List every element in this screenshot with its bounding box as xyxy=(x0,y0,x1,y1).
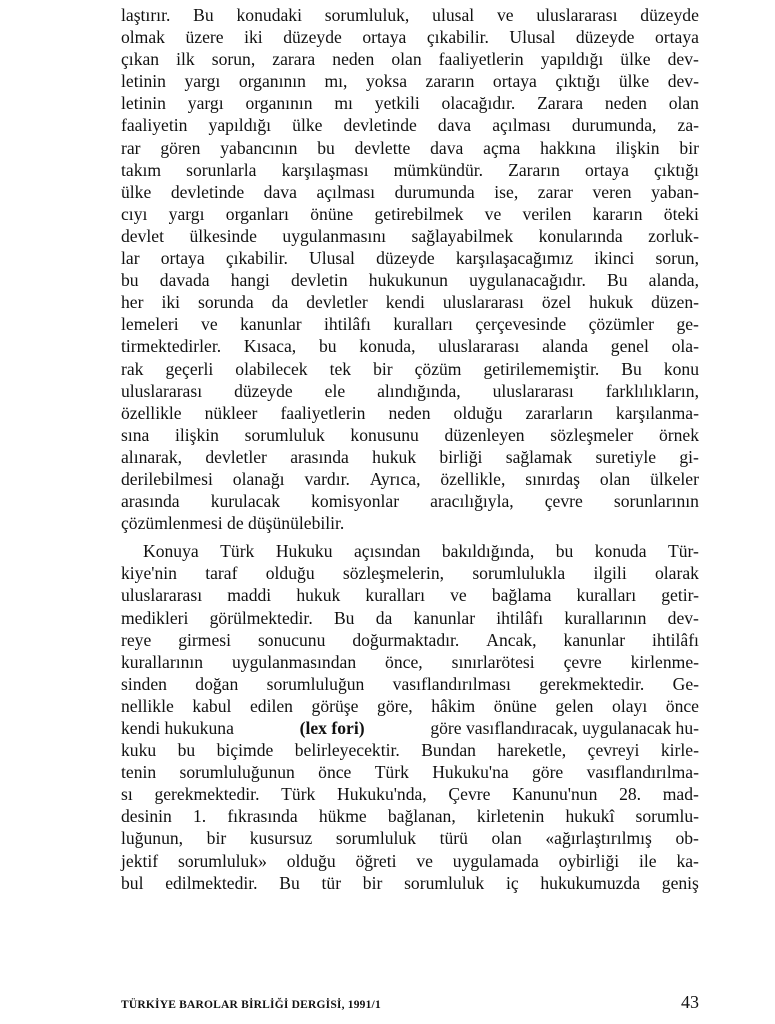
text-line: çözümlenmesi de düşünülebilir. xyxy=(121,513,345,534)
text-line: kiye'nin taraf olduğu sözleşmelerin, sorumlulukla ilgili olarak xyxy=(121,563,699,584)
text-line: alınarak, devletler arasında hukuk birliği sağlamak suretiyle gi- xyxy=(121,446,699,467)
text-line: ülke devletinde dava açılması durumunda ise, zarar veren yaban- xyxy=(121,181,699,202)
text-line: kuku bu biçimde belirleyecektir. Bundan hareketle, çevreyi kirle- xyxy=(121,740,699,761)
text-line: luğunun, bir kusursuz sorumluluk türü olan «ağırlaştırılmış ob- xyxy=(121,828,699,849)
text-line: laştırır. Bu konudaki sorumluluk, ulusal ve uluslararası düzeyde xyxy=(121,5,699,25)
text-line: letinin yargı organının mı, yoksa zararın ortaya çıktığı ülke dev- xyxy=(121,71,699,92)
text-line: arasında kurulacak komisyonlar aracılığıyla, çevre sorunlarının xyxy=(121,491,699,512)
text-line: her iki sorunda da devletler kendi uluslararası özel hukuk düzen- xyxy=(121,292,699,313)
text-line: özellikle nükleer faaliyetlerin neden olduğu zararların karşılanma- xyxy=(121,402,699,423)
text-line: jektif sorumluluk» olduğu öğreti ve uygulamada oybirliği ile ka- xyxy=(121,850,699,871)
text-line: sinden doğan sorumluluğun vasıflandırılması gerekmektedir. Ge- xyxy=(121,673,699,694)
lex-before: kendi hukukuna xyxy=(121,718,234,738)
text-line: lar ortaya çıkabilir. Ulusal düzeyde karşılaşacağımız ikinci sorun, xyxy=(121,248,699,269)
text-line: bu davada hangi devletin hukukunun uygulanacağıdır. Bu alanda, xyxy=(121,270,699,291)
text-line: faaliyetin yapıldığı ülke devletinde dava açılması durumunda, za- xyxy=(121,115,699,136)
page-number: 43 xyxy=(681,992,699,1012)
text-line: uluslararası düzeyde ele alındığında, uluslararası farklılıkların, xyxy=(121,380,699,401)
journal-title: TÜRKİYE BAROLAR BİRLİĞİ DERGİSİ, 1991/1 xyxy=(121,999,381,1011)
text-line: olmak üzere iki düzeyde ortaya çıkabilir. Ulusal düzeyde ortaya xyxy=(121,27,699,48)
text-line: cıyı yargı organları önüne getirebilmek ve verilen kararın öteki xyxy=(121,203,699,224)
body-text xyxy=(121,4,699,894)
lex-after: göre vasıflandıracak, uygulanacak hu- xyxy=(430,718,699,738)
text-line: tirmektedirler. Kısaca, bu konuda, uluslararası alanda genel ola- xyxy=(121,336,699,357)
lex-fori-term: (lex fori) xyxy=(299,718,365,738)
text-line: rak geçerli olabilecek tek bir çözüm getirilememiştir. Bu konu xyxy=(121,358,699,379)
text-line: medikleri görülmektedir. Bu da kanunlar ihtilâfı kurallarının dev- xyxy=(121,607,699,628)
text-line: Konuya Türk Hukuku açısından bakıldığında, bu konuda Tür- xyxy=(143,541,699,562)
text-line-lex-fori xyxy=(121,717,699,739)
text-line: reye girmesi sonucunu doğurmaktadır. Ancak, kanunlar ihtilâfı xyxy=(121,629,699,650)
text-line: rar gören yabancının bu devlette dava açma hakkına ilişkin bir xyxy=(121,137,699,158)
text-line: çıkan ilk sorun, zarara neden olan faaliyetlerin yapıldığı ülke dev- xyxy=(121,49,699,70)
text-line: lemeleri ve kanunlar ihtilâfı kuralları çerçevesinde çözümler ge- xyxy=(121,314,699,335)
text-line: derilebilmesi olanağı vardır. Ayrıca, özellikle, sınırdaş olan ülkeler xyxy=(121,468,699,489)
text-line: devlet ülkesinde uygulanmasını sağlayabilmek konularında zorluk- xyxy=(121,225,699,246)
paragraph-1 xyxy=(121,4,699,534)
text-line: tenin sorumluluğunun önce Türk Hukuku'na göre vasıflandırılma- xyxy=(121,762,699,783)
text-line: uluslararası maddi hukuk kuralları ve bağlama kuralları getir- xyxy=(121,585,699,606)
text-line: nellikle kabul edilen görüşe göre, hâkim önüne gelen olayı önce xyxy=(121,695,699,716)
text-line: letinin yargı organının mı yetkili olacağıdır. Zarara neden olan xyxy=(121,93,699,114)
text-line: takım sorunlarla karşılaşması mümkündür. Zararın ortaya çıktığı xyxy=(121,159,699,180)
text-line: sı gerekmektedir. Türk Hukuku'nda, Çevre Kanunu'nun 28. mad- xyxy=(121,784,699,805)
text-line: desinin 1. fıkrasında hükme bağlanan, kirletenin hukukî sorumlu- xyxy=(121,806,699,827)
text-line: kurallarının uygulanmasından önce, sınırlarötesi çevre kirlenme- xyxy=(121,651,699,672)
text-line: bul edilmektedir. Bu tür bir sorumluluk iç hukukumuzda geniş xyxy=(121,872,699,893)
page-footer xyxy=(121,992,699,1013)
text-line: sına ilişkin sorumluluk konusunu düzenleyen sözleşmeler örnek xyxy=(121,424,699,445)
paragraph-2 xyxy=(121,540,699,894)
